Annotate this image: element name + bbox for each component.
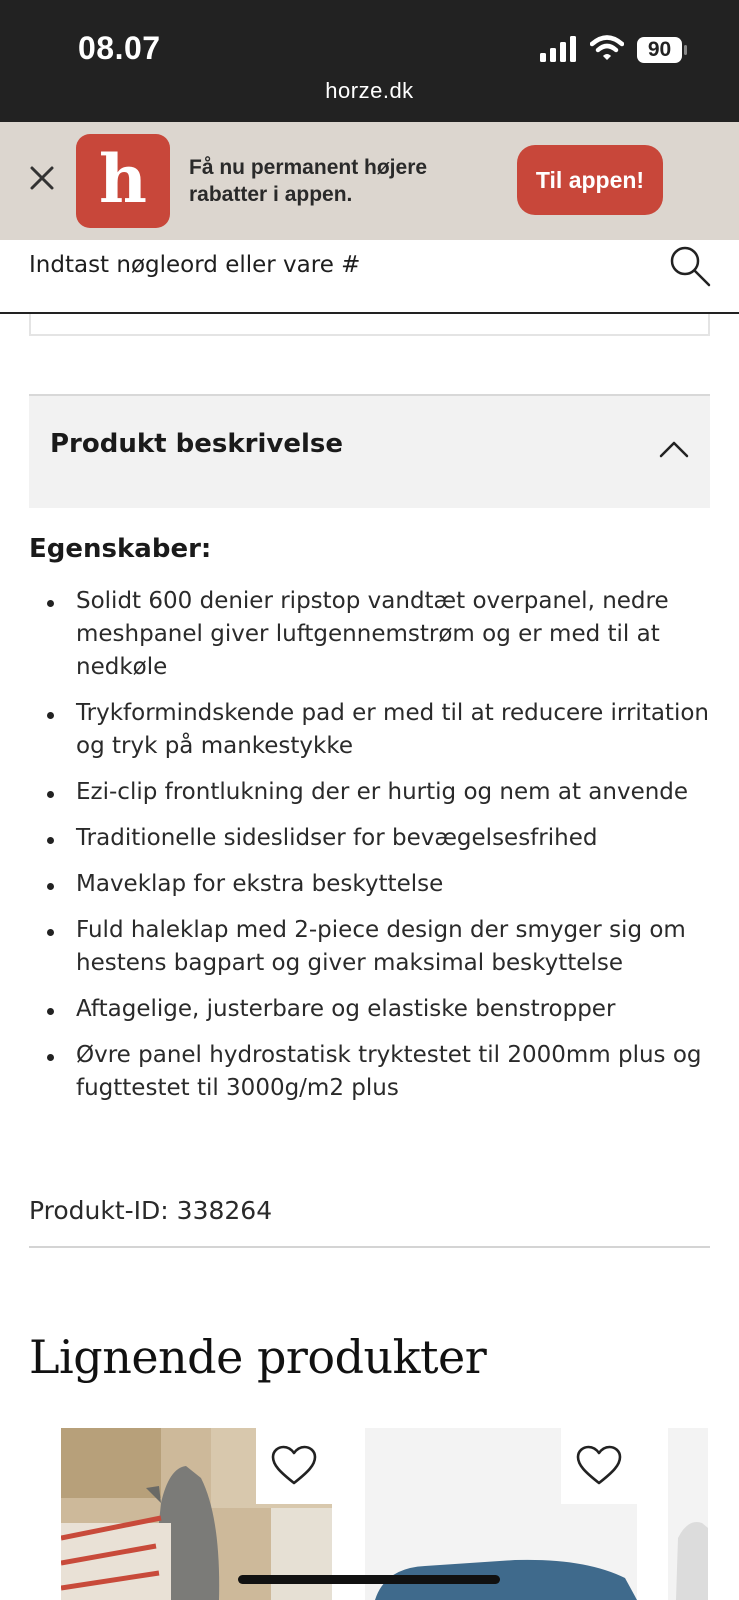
list-item: Fuld haleklap med 2-piece design der smyger sig om hestens bagpart og giver maksimal beskyttelse bbox=[29, 914, 719, 980]
battery-level: 90 bbox=[647, 38, 672, 61]
search-icon[interactable] bbox=[668, 244, 712, 288]
chevron-up-icon[interactable] bbox=[659, 434, 689, 464]
favorite-button[interactable] bbox=[256, 1428, 332, 1504]
description-accordion[interactable] bbox=[29, 394, 710, 508]
list-item: Øvre panel hydrostatisk tryktestet til 2000mm plus og fugttestet til 3000g/m2 plus bbox=[29, 1039, 719, 1105]
open-app-button[interactable]: Til appen! bbox=[517, 145, 663, 215]
heart-icon[interactable] bbox=[270, 1444, 318, 1486]
wifi-icon bbox=[590, 34, 624, 62]
list-item: Traditionelle sideslidser for bevægelsesfrihed bbox=[29, 822, 719, 855]
favorite-button[interactable] bbox=[561, 1428, 637, 1504]
divider bbox=[29, 1246, 710, 1248]
app-logo: h bbox=[76, 134, 170, 228]
list-item: Trykformindskende pad er med til at reducere irritation og tryk på mankestykke bbox=[29, 697, 719, 763]
product-image bbox=[668, 1428, 708, 1600]
accordion-title: Produkt beskrivelse bbox=[50, 429, 343, 459]
list-item: Solidt 600 denier ripstop vandtæt overpanel, nedre meshpanel giver luftgennemstrøm og er med til at nedkøle bbox=[29, 585, 719, 684]
list-item: Ezi-clip frontlukning der er hurtig og nem at anvende bbox=[29, 776, 719, 809]
status-time: 08.07 bbox=[78, 30, 161, 66]
url-bar[interactable]: horze.dk bbox=[325, 78, 414, 103]
signal-icon bbox=[540, 36, 578, 62]
product-card[interactable] bbox=[668, 1428, 708, 1600]
home-indicator bbox=[238, 1575, 500, 1584]
list-item: Maveklap for ekstra beskyttelse bbox=[29, 868, 719, 901]
similar-products-title: Lignende produkter bbox=[29, 1330, 487, 1384]
app-banner bbox=[0, 122, 739, 240]
features-list bbox=[29, 585, 719, 1118]
close-icon[interactable] bbox=[26, 162, 58, 194]
list-item: Aftagelige, justerbare og elastiske benstropper bbox=[29, 993, 719, 1026]
product-id: Produkt-ID: 338264 bbox=[29, 1196, 273, 1225]
heart-icon[interactable] bbox=[575, 1444, 623, 1486]
previous-section-box bbox=[29, 314, 710, 336]
banner-text: Få nu permanent højere rabatter i appen. bbox=[189, 156, 428, 206]
features-title: Egenskaber: bbox=[29, 534, 212, 564]
search-input[interactable]: Indtast nøgleord eller vare # bbox=[29, 252, 361, 278]
search-bar[interactable] bbox=[0, 240, 739, 314]
status-bar bbox=[0, 0, 739, 122]
battery-icon bbox=[636, 36, 688, 64]
